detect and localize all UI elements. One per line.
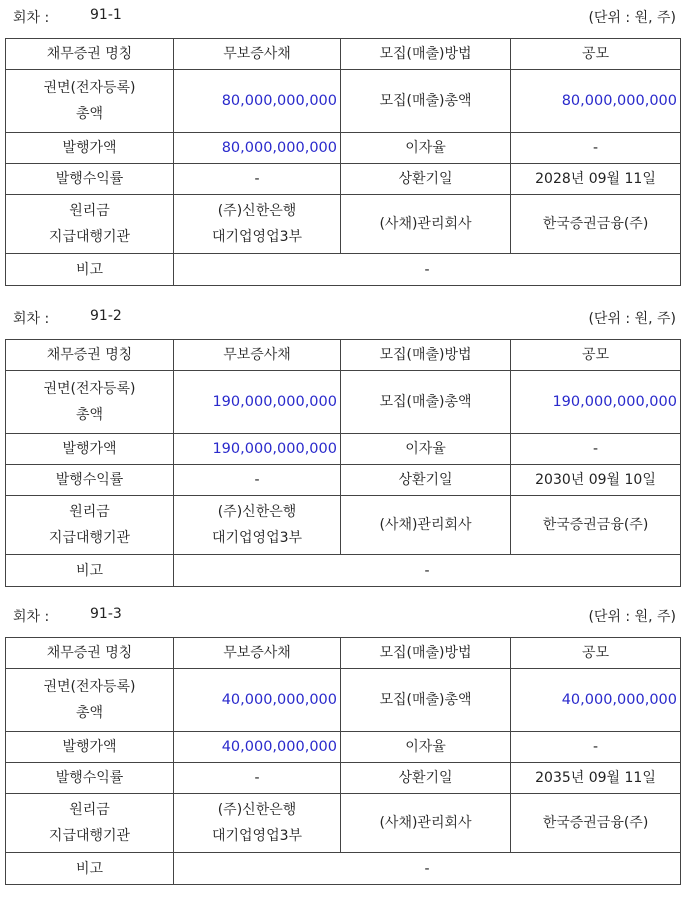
- table-row: [6, 638, 681, 669]
- maturity-label: 상환기일: [341, 465, 511, 496]
- round-number: 91-3: [90, 606, 122, 622]
- issue-price-label: 발행가액: [6, 434, 174, 465]
- bond-name-label: 채무증권 명칭: [6, 340, 174, 371]
- issue-price-amount: 80,000,000,000: [174, 133, 341, 164]
- bond-table: [5, 637, 681, 885]
- table-row: [6, 763, 681, 794]
- table-row: [6, 794, 681, 853]
- manager-label: (사채)관리회사: [341, 496, 511, 555]
- agent-value-line1: (주)신한은행: [217, 504, 297, 520]
- manager-label: (사채)관리회사: [341, 794, 511, 853]
- maturity-label: 상환기일: [341, 164, 511, 195]
- agent-label: [6, 794, 174, 853]
- remark-label: 비고: [6, 555, 174, 587]
- agent-label-line2: 지급대행기관: [48, 828, 131, 844]
- face-value-label-line1: 권면(전자등록): [43, 381, 136, 397]
- method-label: 모집(매출)방법: [341, 340, 511, 371]
- table-row: [6, 39, 681, 70]
- agent-label-line1: 원리금: [69, 504, 110, 520]
- agent-value-line2: 대기업영업3부: [211, 530, 303, 546]
- bond-name-value: 무보증사채: [174, 638, 341, 669]
- remark-label: 비고: [6, 853, 174, 885]
- face-value-label: [6, 669, 174, 732]
- face-value-amount: 190,000,000,000: [174, 371, 341, 434]
- agent-value-line2: 대기업영업3부: [211, 828, 303, 844]
- issue-price-label: 발행가액: [6, 732, 174, 763]
- bond-name-label: 채무증권 명칭: [6, 638, 174, 669]
- table-row: [6, 555, 681, 587]
- manager-value: 한국증권금융(주): [511, 496, 681, 555]
- total-label: 모집(매출)총액: [341, 371, 511, 434]
- table-row: [6, 434, 681, 465]
- table-row: [6, 669, 681, 732]
- agent-value: [174, 794, 341, 853]
- bond-table: [5, 38, 681, 286]
- round-label: 회차 :: [13, 10, 50, 26]
- table-row: [6, 70, 681, 133]
- yield-value: -: [174, 164, 341, 195]
- table-row: [6, 340, 681, 371]
- face-value-label: [6, 70, 174, 133]
- interest-label: 이자율: [341, 133, 511, 164]
- remark-label: 비고: [6, 254, 174, 286]
- bond-section-1: [0, 0, 685, 278]
- interest-value: -: [511, 732, 681, 763]
- agent-value: [174, 195, 341, 254]
- table-row: [6, 465, 681, 496]
- remark-value: -: [174, 254, 681, 286]
- maturity-value: 2035년 09월 11일: [511, 763, 681, 794]
- table-row: [6, 496, 681, 555]
- method-label: 모집(매출)방법: [341, 638, 511, 669]
- table-row: [6, 732, 681, 763]
- interest-label: 이자율: [341, 732, 511, 763]
- section-header: [0, 301, 685, 331]
- agent-label: [6, 195, 174, 254]
- bond-table: [5, 339, 681, 587]
- table-row: [6, 164, 681, 195]
- interest-value: -: [511, 434, 681, 465]
- agent-label-line2: 지급대행기관: [48, 530, 131, 546]
- manager-value: 한국증권금융(주): [511, 794, 681, 853]
- issue-price-label: 발행가액: [6, 133, 174, 164]
- table-row: [6, 195, 681, 254]
- round-label: 회차 :: [13, 609, 50, 625]
- total-label: 모집(매출)총액: [341, 669, 511, 732]
- bond-name-value: 무보증사채: [174, 39, 341, 70]
- interest-label: 이자율: [341, 434, 511, 465]
- bond-section-3: [0, 599, 685, 877]
- bond-name-label: 채무증권 명칭: [6, 39, 174, 70]
- table-row: [6, 254, 681, 286]
- agent-value-line2: 대기업영업3부: [211, 229, 303, 245]
- section-header: [0, 0, 685, 30]
- agent-label: [6, 496, 174, 555]
- manager-label: (사채)관리회사: [341, 195, 511, 254]
- total-amount: 80,000,000,000: [511, 70, 681, 133]
- maturity-label: 상환기일: [341, 763, 511, 794]
- table-row: [6, 133, 681, 164]
- face-value-label-line2: 총액: [75, 705, 104, 721]
- face-value-amount: 80,000,000,000: [174, 70, 341, 133]
- yield-label: 발행수익률: [6, 164, 174, 195]
- method-label: 모집(매출)방법: [341, 39, 511, 70]
- face-value-amount: 40,000,000,000: [174, 669, 341, 732]
- yield-value: -: [174, 763, 341, 794]
- face-value-label-line1: 권면(전자등록): [43, 80, 136, 96]
- method-value: 공모: [511, 39, 681, 70]
- face-value-label: [6, 371, 174, 434]
- maturity-value: 2030년 09월 10일: [511, 465, 681, 496]
- bond-name-value: 무보증사채: [174, 340, 341, 371]
- yield-label: 발행수익률: [6, 465, 174, 496]
- face-value-label-line2: 총액: [75, 407, 104, 423]
- method-value: 공모: [511, 340, 681, 371]
- agent-value: [174, 496, 341, 555]
- face-value-label-line2: 총액: [75, 106, 104, 122]
- table-row: [6, 371, 681, 434]
- total-amount: 190,000,000,000: [511, 371, 681, 434]
- round-label: 회차 :: [13, 311, 50, 327]
- agent-label-line1: 원리금: [69, 802, 110, 818]
- section-header: [0, 599, 685, 629]
- issue-price-amount: 190,000,000,000: [174, 434, 341, 465]
- total-amount: 40,000,000,000: [511, 669, 681, 732]
- agent-label-line2: 지급대행기관: [48, 229, 131, 245]
- interest-value: -: [511, 133, 681, 164]
- unit-label: (단위 : 원, 주): [588, 609, 676, 625]
- bond-section-2: [0, 301, 685, 579]
- table-row: [6, 853, 681, 885]
- remark-value: -: [174, 555, 681, 587]
- method-value: 공모: [511, 638, 681, 669]
- unit-label: (단위 : 원, 주): [588, 10, 676, 26]
- remark-value: -: [174, 853, 681, 885]
- issue-price-amount: 40,000,000,000: [174, 732, 341, 763]
- face-value-label-line1: 권면(전자등록): [43, 679, 136, 695]
- agent-value-line1: (주)신한은행: [217, 802, 297, 818]
- manager-value: 한국증권금융(주): [511, 195, 681, 254]
- round-number: 91-1: [90, 7, 122, 23]
- unit-label: (단위 : 원, 주): [588, 311, 676, 327]
- yield-label: 발행수익률: [6, 763, 174, 794]
- total-label: 모집(매출)총액: [341, 70, 511, 133]
- maturity-value: 2028년 09월 11일: [511, 164, 681, 195]
- agent-value-line1: (주)신한은행: [217, 203, 297, 219]
- yield-value: -: [174, 465, 341, 496]
- round-number: 91-2: [90, 308, 122, 324]
- agent-label-line1: 원리금: [69, 203, 110, 219]
